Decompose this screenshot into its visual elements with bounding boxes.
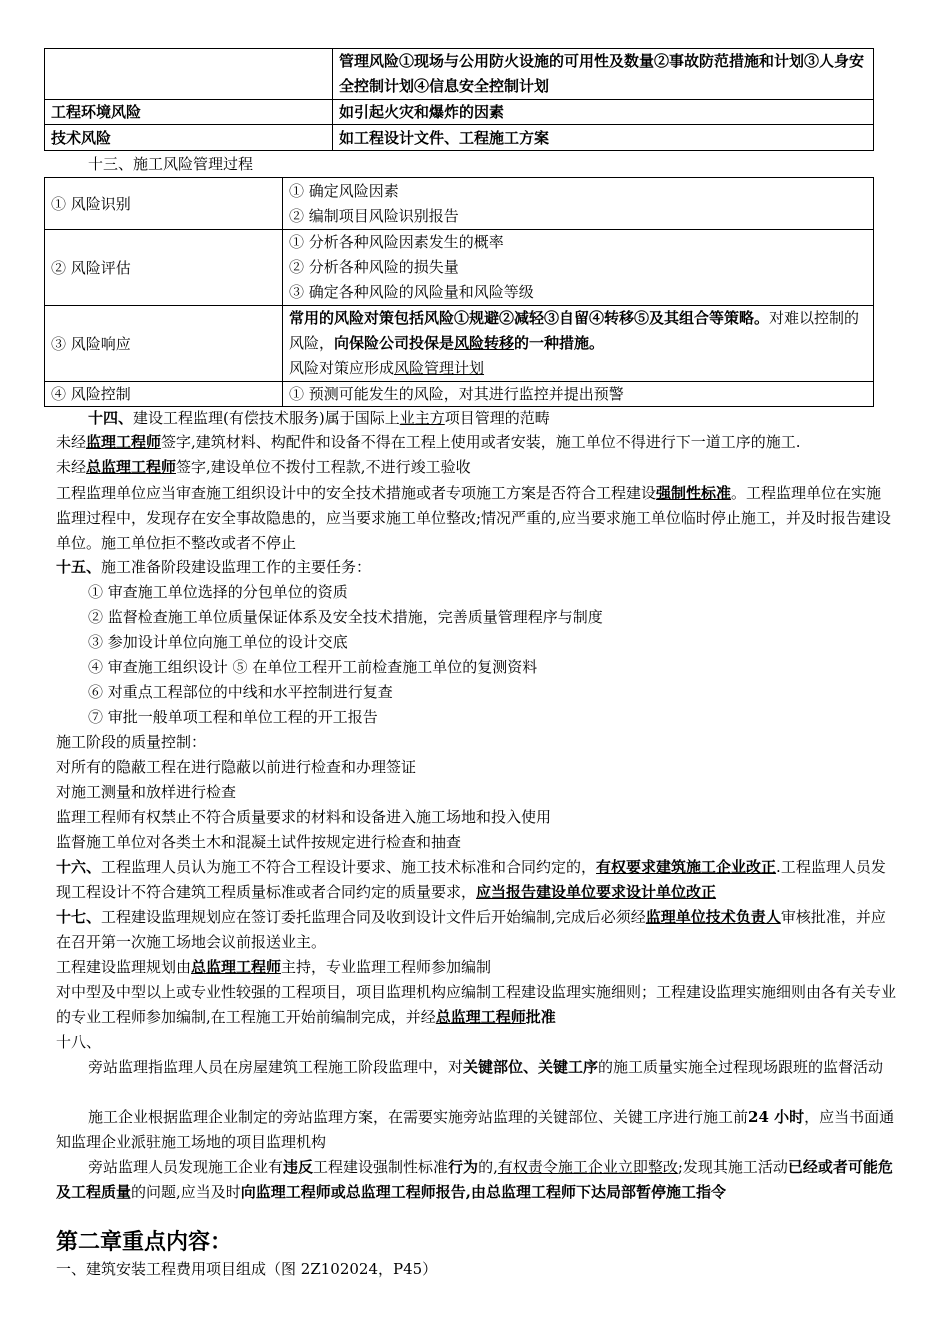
list-item: ⑦ 审批一般单项工程和单位工程的开工报告 (88, 708, 378, 726)
table-cell: ① 预测可能发生的风险，对其进行监控并提出预警 (283, 382, 874, 407)
bold-text: 24 小时 (748, 1108, 805, 1126)
table-cell (283, 306, 874, 382)
list-item: ② 监督检查施工单位质量保证体系及安全技术措施，完善质量管理程序与制度 (88, 608, 603, 626)
bold-text: 向监理工程师或总监理工程师报告,由总监理工程师下达局部暂停施工指令 (240, 1183, 727, 1201)
list-item: ④ 审查施工组织设计 ⑤ 在单位工程开工前检查施工单位的复测资料 (88, 658, 538, 676)
table-cell (45, 49, 333, 100)
table-cell (283, 178, 874, 230)
underlined-text: 应当报告建设单位要求设计单位改正 (476, 883, 717, 901)
text: 未经 (56, 433, 87, 451)
bold-text: 违反 (283, 1158, 314, 1176)
list-item: ⑥ 对重点工程部位的中线和水平控制进行复查 (88, 683, 393, 701)
table-row (45, 230, 874, 306)
table-cell: 如引起火灾和爆炸的因素 (333, 100, 874, 125)
table-row (45, 125, 874, 151)
text: 主持，专业监理工程师参加编制 (281, 958, 492, 976)
text: 的施工质量实施全过程现场跟班的监督活动 (598, 1058, 884, 1076)
text: 审核批准，并应在召开第一次施工场地会议前报送业主。 (56, 908, 886, 951)
text: 未经 (56, 458, 87, 476)
underlined-text: 风险管理计划 (394, 359, 485, 377)
text: .工程监理人员发现工程设计不符合建筑工程质量标准或者合同约定的质量要求， (56, 858, 886, 901)
bold-text: 已经或者可能危及工程质量 (56, 1158, 893, 1201)
risk-type-table (44, 48, 874, 151)
section-13-title: 十三、施工风险管理过程 (88, 155, 254, 173)
list-item: ① 分析各种风险因素发生的概率 (289, 233, 504, 251)
table-cell: 工程环境风险 (45, 100, 333, 125)
paragraph (56, 1105, 896, 1155)
risk-process-table (44, 177, 874, 407)
table-cell (283, 230, 874, 306)
table-cell: ③ 风险响应 (45, 306, 283, 382)
paragraph (56, 1055, 896, 1080)
underlined-text: 有权责令施工企业立即整改 (497, 1158, 678, 1176)
text: 工程监理人员认为施工不符合工程设计要求、施工技术标准和合同约定的， (101, 858, 597, 876)
underlined-text: 监理工程师 (86, 433, 162, 451)
underlined-text: 监理单位技术负责人 (645, 908, 781, 926)
text: 工程建设监理规划由 (56, 958, 192, 976)
text: 施工企业根据监理企业制定的旁站监理方案，在需要实施旁站监理的关键部位、关键工序进行施工前 (88, 1108, 749, 1126)
paragraph (56, 430, 896, 454)
text: 签字,建设单位不拨付工程款,不进行竣工验收 (176, 458, 471, 476)
table-cell: ① 风险识别 (45, 178, 283, 230)
text: 工程建设监理规划应在签订委托监理合同及收到设计文件后开始编制,完成后必须经 (101, 908, 646, 926)
table-cell: ④ 风险控制 (45, 382, 283, 407)
list-item: 对施工测量和放样进行检查 (56, 783, 237, 801)
section-15-title (56, 555, 896, 579)
list-item: ③ 确定各种风险的风险量和风险等级 (289, 283, 534, 301)
chapter-item: 一、建筑安装工程费用项目组成（图 2Z102024，P45） (56, 1260, 438, 1278)
paragraph (56, 455, 896, 479)
section-16-paragraph (56, 855, 896, 905)
paragraph (56, 980, 896, 1030)
underlined-text: 有权要求建筑施工企业改正 (596, 858, 777, 876)
bold-text: 的一种措施。 (514, 334, 605, 352)
section-14-line (88, 406, 928, 430)
text: 对难以控制的风险， (289, 309, 860, 352)
list-item: ② 分析各种风险的损失量 (289, 258, 459, 276)
paragraph (56, 1155, 896, 1205)
table-cell: 如工程设计文件、工程施工方案 (333, 125, 874, 151)
section-number: 十五、 (56, 558, 102, 576)
paragraph (56, 955, 896, 979)
bold-text: 常用的风险对策包括风险①规避②减轻③自留④转移⑤及其组合等策略。 (289, 309, 770, 327)
underlined-text: 总监理工程师 (191, 958, 282, 976)
list-item: ① 审查施工单位选择的分包单位的资质 (88, 583, 348, 601)
list-item: 监督施工单位对各类土木和混凝土试件按规定进行检查和抽查 (56, 833, 462, 851)
text: 旁站监理人员发现施工企业有 (88, 1158, 284, 1176)
table-row (45, 382, 874, 407)
table-row (45, 306, 874, 382)
subheading: 施工阶段的质量控制： (56, 733, 207, 751)
text: ;发现其施工活动 (677, 1158, 788, 1176)
section-number: 十七、 (56, 908, 102, 926)
table-cell: 技术风险 (45, 125, 333, 151)
text: 。工程监理单位在实施监理过程中，发现存在安全事故隐患的，应当要求施工单位整改;情况严重的,应当要求施工单位临时停止施工，并及时报告建设单位。施工单位拒不整改或者不停止 (56, 484, 891, 552)
bold-text: 批准 (525, 1008, 556, 1026)
underlined-text: 总监理工程师 (435, 1008, 526, 1026)
bold-text: 关键部位、关键工序 (463, 1058, 599, 1076)
text: 的问题,应当及时 (131, 1183, 241, 1201)
text: 项目管理的范畴 (444, 409, 550, 427)
text: 的, (478, 1158, 498, 1176)
text: 签字,建筑材料、构配件和设备不得在工程上使用或者安装，施工单位不得进行下一道工序的施工. (161, 433, 801, 451)
section-number: 十六、 (56, 858, 102, 876)
text: 建设工程监理(有偿技术服务)属于国际上 (133, 409, 400, 427)
chapter-heading: 第二章重点内容： (56, 1230, 233, 1255)
text: ，应当书面通知监理企业派驻施工场地的项目监理机构 (56, 1108, 895, 1151)
bold-text: 行为 (448, 1158, 479, 1176)
underlined-text: 业主方 (399, 409, 445, 427)
text: 旁站监理指监理人员在房屋建筑工程施工阶段监理中，对 (88, 1058, 464, 1076)
list-item: ③ 参加设计单位向施工单位的设计交底 (88, 633, 348, 651)
underlined-text: 风险转移 (454, 334, 515, 352)
text: 对中型及中型以上或专业性较强的工程项目，项目监理机构应编制工程建设监理实施细则；工程建设监理实施细则由各有关专业的专业工程师参加编制,在工程施工开始前编制完成，并经 (56, 983, 897, 1026)
section-17-paragraph (56, 905, 896, 955)
list-item: 对所有的隐蔽工程在进行隐蔽以前进行检查和办理签证 (56, 758, 417, 776)
section-number: 十四、 (88, 409, 134, 427)
list-item: ② 编制项目风险识别报告 (289, 206, 459, 225)
table-cell: 管理风险①现场与公用防火设施的可用性及数量②事故防范措施和计划③人身安全控制计划④信息安全控制计划 (333, 49, 874, 100)
list-item: ① 确定风险因素 (289, 181, 399, 200)
section-18-title: 十八、 (56, 1033, 102, 1051)
paragraph (56, 481, 896, 556)
underlined-text: 总监理工程师 (86, 458, 177, 476)
text: 施工准备阶段建设监理工作的主要任务： (101, 558, 372, 576)
bold-text: 向保险公司投保是 (334, 334, 455, 352)
table-cell: ② 风险评估 (45, 230, 283, 306)
table-row (45, 49, 874, 100)
table-row (45, 178, 874, 230)
text: 工程监理单位应当审查施工组织设计中的安全技术措施或者专项施工方案是否符合工程建设 (56, 484, 657, 502)
underlined-text: 强制性标准 (656, 484, 732, 502)
text: 风险对策应形成 (289, 359, 395, 377)
list-item: 监理工程师有权禁止不符合质量要求的材料和设备进入施工场地和投入使用 (56, 808, 552, 826)
text: 工程建设强制性标准 (313, 1158, 449, 1176)
table-row (45, 100, 874, 125)
